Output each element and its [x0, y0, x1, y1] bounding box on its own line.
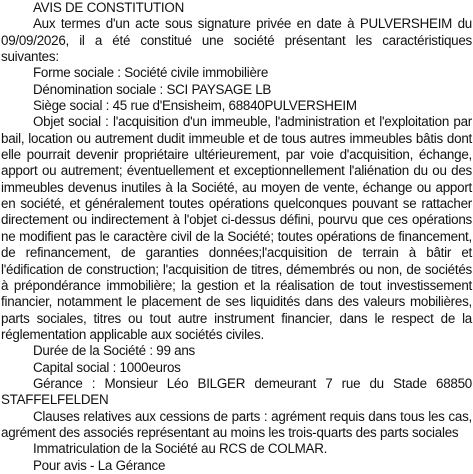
duree-societe: Durée de la Société : 99 ans — [33, 343, 195, 359]
capital-social: Capital social : 1000euros — [33, 359, 181, 375]
immatriculation: Immatriculation de la Société au RCS de COLMAR. — [33, 441, 328, 457]
forme-sociale: Forme sociale : Société civile immobilière — [33, 65, 269, 81]
signature-line: Pour avis - La Gérance — [33, 457, 166, 473]
clauses-cessions: Clauses relatives aux cessions de parts : agrément requis dans tous les cas, agrément des associés représentant au moins les trois-quarts des parts sociales — [1, 408, 472, 440]
notice-title: AVIS DE CONSTITUTION — [33, 0, 184, 15]
siege-social: Siège social : 45 rue d'Ensisheim, 68840PULVERSHEIM — [33, 98, 357, 114]
objet-social: Objet social : l'acquisition d'un immeuble, l'administration et l'exploitation par bail, location ou autrement dudit immeuble et de tous autres immeubles bâtis dont elle pourrait devenir propriétaire ultérieurement, par voie d'acquisition, échange, apport ou autrement; éventuellement et exceptionnellement l'aliénation du ou des immeubles devenus inutiles à la Société, au moyen de vente, échange ou apport en société, et généralement toutes opérations quelconques pouvant se rattacher directement ou indirectement à l'objet ci-dessus défini, pourvu que ces opérations ne modifient pas le caractère civil de la Société; toutes opérations de financement, de refinancement, de garanties données;l'acquisition de terrain à bâtir et l'édification de construction; l'acquisition de titres, démembrés ou non, de sociétés à prépondérance immobilière; la gestion et la réalisation de tout investissement financier, notamment le placement de ses liquidités dans des valeurs mobilières, parts sociales, titres ou tout autre instrument financier, dans le respect de la réglementation applicable aux sociétés civiles. — [1, 114, 472, 342]
denomination-sociale: Dénomination sociale : SCI PAYSAGE LB — [33, 81, 272, 97]
gerance: Gérance : Monsieur Léo BILGER demeurant 7 rue du Stade 68850 STAFFELFELDEN — [1, 375, 472, 408]
notice-intro: Aux termes d'un acte sous signature privée en date à PULVERSHEIM du 09/09/2026, il a été constitué une société présentant les caractéristiques suivantes: — [1, 16, 472, 65]
